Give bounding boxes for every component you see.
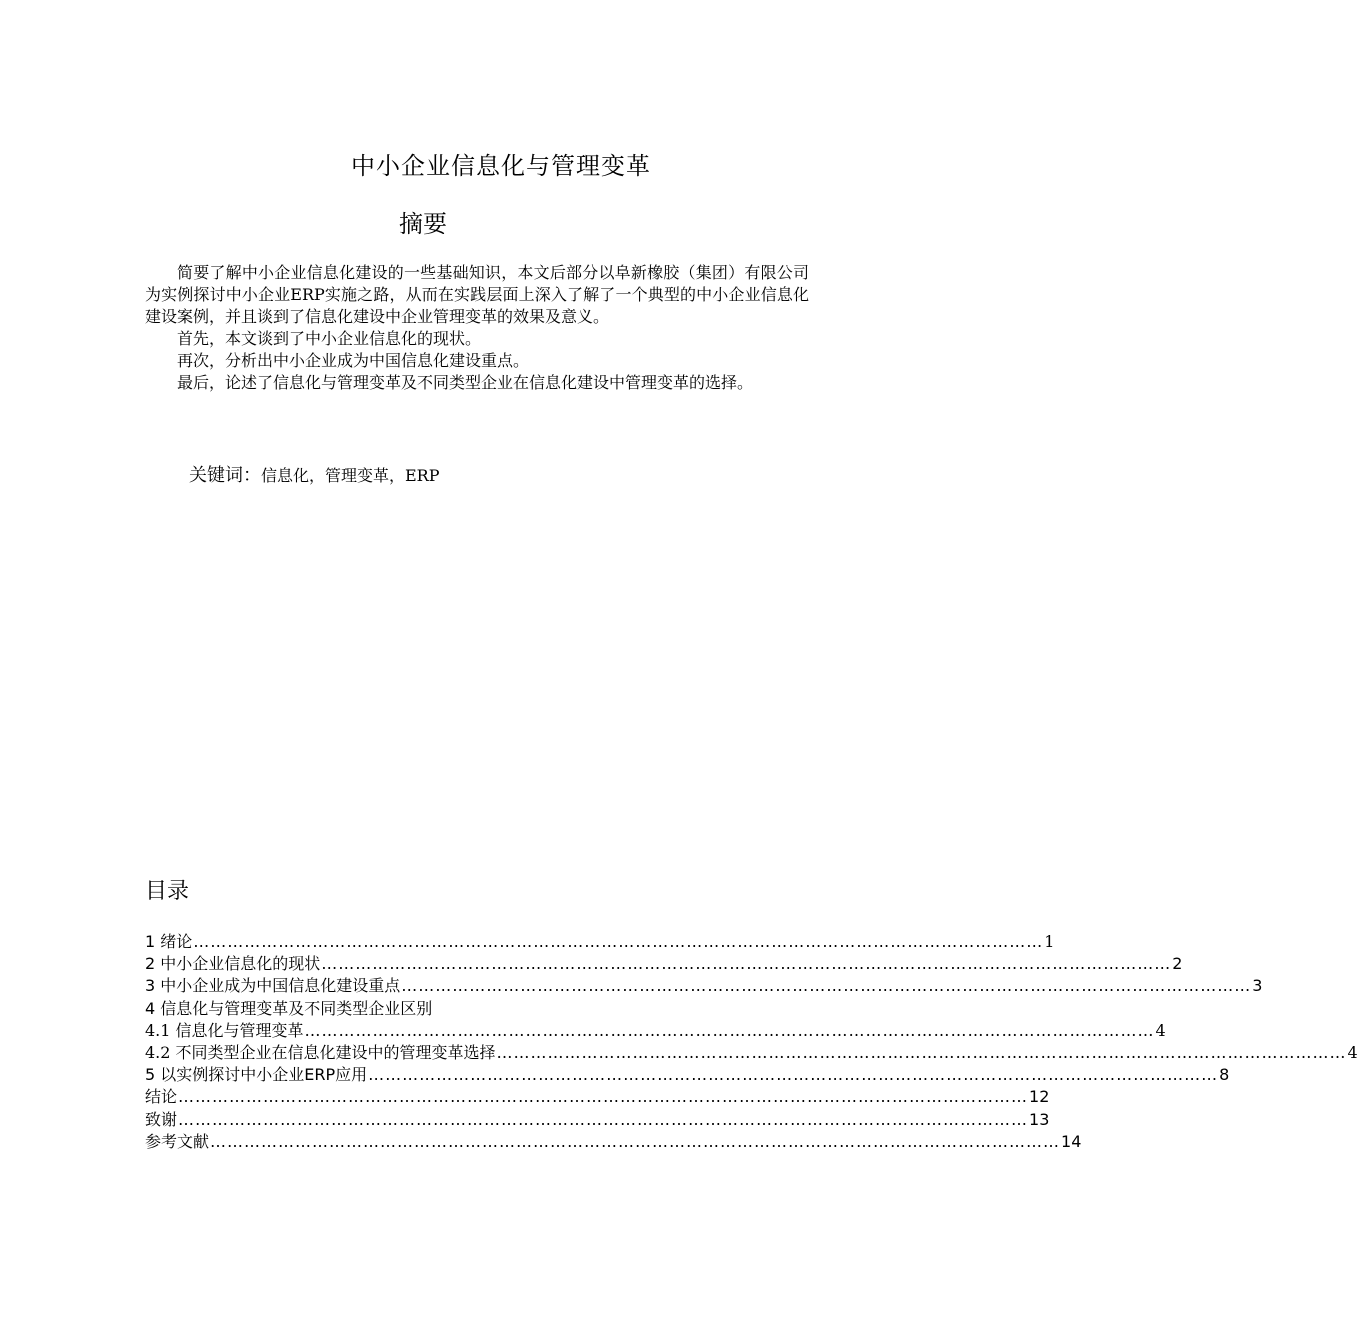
toc-entry-page: 13 [1029,1109,1050,1129]
toc-entry[interactable] [145,996,785,1018]
toc-entry-page: 1 [1044,932,1055,951]
toc-entry-title: 结论 [145,1087,178,1107]
toc-entry-page: 3 [1252,976,1263,996]
toc-entry[interactable] [145,929,1055,951]
toc-leader-dots: …………………………………………………………………………………………………………………………………… [496,1042,1347,1062]
toc-entry-title: 3 中小企业成为中国信息化建设重点 [145,976,401,996]
toc-leader-dots: …………………………………………………………………………………………………………………………………… [368,1065,1219,1085]
toc-leader-dots: …………………………………………………………………………………………………………………………………… [210,1131,1061,1151]
toc-leader-dots: …………………………………………………………………………………………………………………………………… [178,1109,1029,1129]
toc-entry-page: 4 [1347,1042,1358,1062]
abstract-paragraph: 简要了解中小企业信息化建设的一些基础知识，本文后部分以阜新橡胶（集团）有限公司为实例探讨中小企业ERP实施之路，从而在实践层面上深入了解了一个典型的中小企业信息化建设案例，并且谈到了信息化建设中企业管理变革的效果及意义。 [145,263,809,326]
toc-entry-page: 2 [1172,954,1183,974]
toc-entry-title: 1 绪论 [145,932,193,951]
table-of-contents [145,929,1358,1151]
toc-heading: 目录 [145,879,190,904]
toc-leader-dots: …………………………………………………………………………………………………………………………………… [401,976,1252,996]
document-title-text: 中小企业信息化与管理变革 [351,152,651,180]
toc-leader-dots: …………………………………………………………………………………………………………………………………… [321,954,1172,974]
toc-entry-page: 14 [1061,1131,1082,1151]
toc-entry[interactable] [145,1040,1358,1062]
abstract-paragraph: 最后，论述了信息化与管理变革及不同类型企业在信息化建设中管理变革的选择。 [177,373,754,392]
keywords-line [189,461,440,487]
abstract-body [145,262,809,394]
toc-entry[interactable] [145,1018,1166,1040]
toc-entry-title: 4 信息化与管理变革及不同类型企业区别 [145,998,433,1018]
toc-leader-dots: …………………………………………………………………………………………………………………………………… [178,1087,1029,1107]
toc-entry-title: 致谢 [145,1109,178,1129]
toc-entry[interactable] [145,951,1183,974]
toc-entry-title: 参考文献 [145,1131,210,1151]
toc-entry[interactable] [145,1062,1230,1085]
keywords-values: 信息化，管理变革，ERP [261,466,440,485]
toc-entry[interactable] [145,973,1263,996]
keywords-label: 关键词： [189,465,261,486]
toc-leader-dots: …………………………………………………………………………………………………………………………………… [193,932,1044,951]
toc-entry-title: 2 中小企业信息化的现状 [145,954,321,974]
document-title [0,146,950,181]
abstract-paragraph: 首先，本文谈到了中小企业信息化的现状。 [177,329,482,348]
toc-entry-title: 5 以实例探讨中小企业ERP应用 [145,1065,368,1085]
toc-entry[interactable] [145,1129,1082,1151]
toc-entry-page: 12 [1029,1087,1050,1107]
toc-entry-page: 4 [1155,1020,1166,1040]
toc-entry[interactable] [145,1107,1050,1129]
toc-entry-page: 8 [1219,1065,1230,1085]
toc-leader-dots: …………………………………………………………………………………………………………………………………… [304,1020,1155,1040]
toc-entry-title: 4.2 不同类型企业在信息化建设中的管理变革选择 [145,1042,496,1062]
abstract-paragraph: 再次，分析出中小企业成为中国信息化建设重点。 [177,351,530,370]
toc-entry[interactable] [145,1084,1050,1107]
toc-entry-title: 4.1 信息化与管理变革 [145,1020,304,1040]
abstract-heading: 摘要 [399,210,447,238]
